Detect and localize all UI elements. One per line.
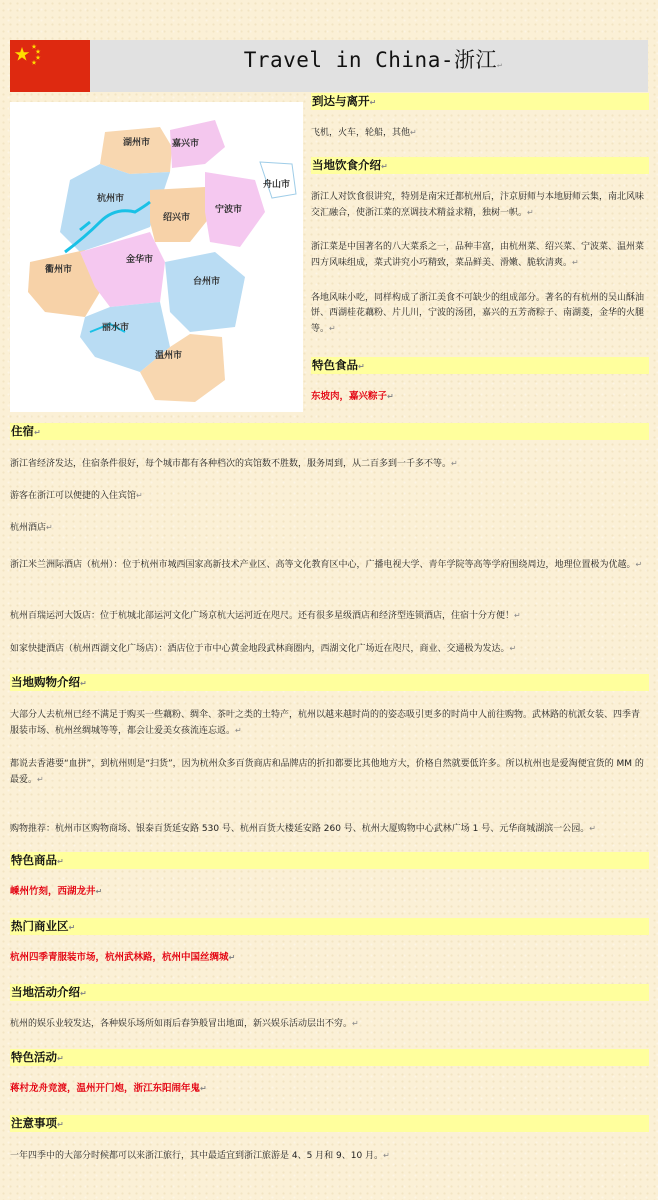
map-label-lishui: 丽水市 xyxy=(102,323,130,333)
map-region-taizhou xyxy=(165,252,245,332)
lodging-paragraph-2: 游客在浙江可以便捷的入住宾馆↵ xyxy=(10,491,143,501)
section-heading-food: 当地饮食介绍↵ xyxy=(311,157,649,174)
special-activities-text: 蒋村龙舟竞渡，温州开门炮，浙江东阳闹年鬼↵ xyxy=(10,1083,207,1094)
section-heading-lodging: 住宿↵ xyxy=(10,423,649,440)
lodging-paragraph-5: 杭州百瑞运河大饭店：位于杭城北部运河文化广场京杭大运河近在咫尺。还有很多星级酒店和经济型连锁酒店，住宿十分方便！↵ xyxy=(10,611,521,621)
map-label-quzhou: 衢州市 xyxy=(45,265,73,275)
arrive-text: 飞机，火车，轮船，其他↵ xyxy=(311,128,417,138)
section-heading-activities: 当地活动介绍↵ xyxy=(10,984,649,1001)
section-heading-arrive: 到达与离开↵ xyxy=(311,93,649,110)
page-title: Travel in China-浙江↵ xyxy=(243,48,503,72)
section-heading-shopping: 当地购物介绍↵ xyxy=(10,674,649,691)
map-label-taizhou: 台州市 xyxy=(193,277,221,287)
special-food-text: 东坡肉，嘉兴粽子↵ xyxy=(311,391,394,402)
section-heading-special-goods: 特色商品↵ xyxy=(10,852,649,869)
notes-text: 一年四季中的大部分时候都可以来浙江旅行，其中最适宜到浙江旅游是 4、5 月和 9、10 月。↵ xyxy=(10,1151,390,1161)
lodging-paragraph-1: 浙江省经济发达，住宿条件很好，每个城市都有各种档次的宾馆数不胜数，服务周到，从二百多到一千多不等。↵ xyxy=(10,459,458,469)
section-heading-special-activities: 特色活动↵ xyxy=(10,1049,649,1066)
china-flag-icon xyxy=(10,40,90,92)
lodging-paragraph-6: 如家快捷酒店（杭州西湖文化广场店）：酒店位于市中心黄金地段武林商圈内，西湖文化广场近在咫尺，商业、交通极为发达。↵ xyxy=(10,644,517,654)
map-label-ningbo: 宁波市 xyxy=(215,205,243,215)
special-goods-text: 嵊州竹刻，西湖龙井↵ xyxy=(10,886,103,897)
section-heading-notes: 注意事项↵ xyxy=(10,1115,649,1132)
shopping-paragraph-3: 购物推荐：杭州市区购物商场、银泰百货延安路 530 号、杭州百货大楼延安路 260 号、杭州大厦购物中心武林广场 1 号、元华商城湖滨一公园。↵ xyxy=(10,824,596,834)
food-paragraph-2: 浙江菜是中国著名的八大菜系之一，品种丰富，由杭州菜、绍兴菜、宁波菜、温州菜四方风味组成，菜式讲究小巧精致，菜品鲜美、滑嫩、脆软清爽。↵ xyxy=(311,242,645,268)
map-label-jiaxing: 嘉兴市 xyxy=(172,139,200,149)
map-region-huzhou xyxy=(100,127,172,174)
zhejiang-map xyxy=(10,102,303,412)
food-paragraph-3: 各地风味小吃，同样构成了浙江美食不可缺少的组成部分。著名的有杭州的吴山酥油饼、西湖桂花藕粉、片儿川，宁波的汤团，嘉兴的五芳斋粽子、南湖菱，金华的火腿等。↵ xyxy=(311,293,645,334)
activities-text: 杭州的娱乐业较发达，各种娱乐场所如雨后春笋般冒出地面，新兴娱乐活动层出不穷。↵ xyxy=(10,1019,359,1029)
map-label-zhoushan: 舟山市 xyxy=(263,180,291,190)
lodging-paragraph-4: 浙江米兰洲际酒店（杭州）：位于杭州市城西国家高新技术产业区、高等文化教育区中心，广播电视大学、青年学院等高等学府围绕周边，地理位置极为优越。↵ xyxy=(10,560,643,570)
map-label-hangzhou: 杭州市 xyxy=(97,194,125,204)
page-header xyxy=(10,40,648,92)
map-label-huzhou: 湖州市 xyxy=(123,138,151,148)
districts-text: 杭州四季青服装市场，杭州武林路，杭州中国丝绸城↵ xyxy=(10,952,236,963)
food-paragraph-1: 浙江人对饮食很讲究，特别是南宋迁都杭州后，汴京厨师与本地厨师云集，南北风味交汇融合，使浙江菜的烹调技术精益求精，独树一帜。↵ xyxy=(311,192,645,218)
section-heading-special-food: 特色食品↵ xyxy=(311,357,649,374)
map-label-wenzhou: 温州市 xyxy=(155,351,183,361)
section-heading-districts: 热门商业区↵ xyxy=(10,918,649,935)
map-label-shaoxing: 绍兴市 xyxy=(163,213,191,223)
lodging-paragraph-3: 杭州酒店↵ xyxy=(10,523,53,533)
map-label-jinhua: 金华市 xyxy=(126,255,154,265)
shopping-paragraph-2: 都说去香港要“血拼”，到杭州则是“扫货”，因为杭州众多百货商店和品牌店的折扣都要比其他地方大，价格自然就要低许多。所以杭州也是爱淘便宜货的 MM 的最爱。↵ xyxy=(10,759,644,785)
shopping-paragraph-1: 大部分人去杭州已经不满足于购买一些藕粉、绸伞、茶叶之类的土特产，杭州以越来越时尚的的姿态吸引更多的时尚中人前往购物。武林路的杭派女装、四季青服装市场、杭州丝绸城等等，都会让爱美女孩流连忘返。↵ xyxy=(10,710,641,736)
